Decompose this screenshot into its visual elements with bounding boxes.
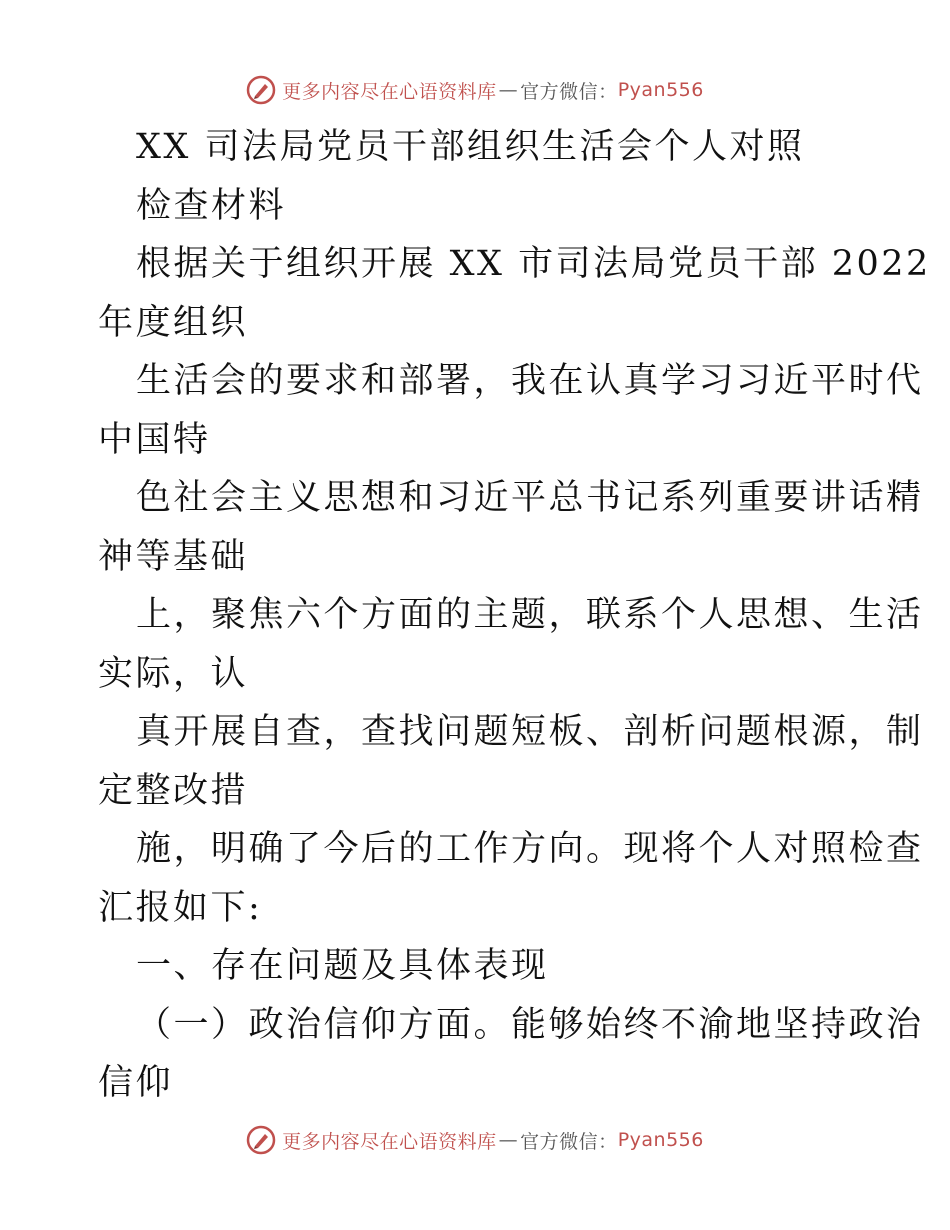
section-heading: 一、存在问题及具体表现 <box>136 946 549 986</box>
paragraph-line: 信仰 <box>98 1063 174 1103</box>
watermark-text: 更多内容尽在心语资料库 <box>282 1130 497 1153</box>
paragraph-line: 根据关于组织开展 XX 市司法局党员干部 2022 <box>136 244 931 284</box>
paragraph-line: 施，明确了今后的工作方向。现将个人对照检查 <box>136 829 924 869</box>
watermark-wechat-id: Pyan556 <box>617 79 704 101</box>
title-line-2: 检查材料 <box>136 185 287 226</box>
paragraph-line: 上，聚焦六个方面的主题，联系个人思想、生活 <box>136 595 924 635</box>
watermark-wechat-label: 官方微信： <box>520 1130 618 1153</box>
watermark-footer <box>0 1120 950 1160</box>
subsection-heading: （一）政治信仰方面。能够始终不渝地坚持政治 <box>136 1004 924 1045</box>
watermark-separator: — <box>498 1129 519 1151</box>
watermark-text: 更多内容尽在心语资料库 <box>282 80 497 103</box>
paragraph-line: 神等基础 <box>98 536 249 577</box>
paragraph-line: 汇报如下: <box>98 887 263 928</box>
paragraph-line: 生活会的要求和部署，我在认真学习习近平时代 <box>136 361 924 401</box>
title-line-1: XX 司法局党员干部组织生活会个人对照 <box>136 127 805 167</box>
watermark-wechat-id: Pyan556 <box>617 1129 704 1151</box>
watermark-wechat-label: 官方微信： <box>520 80 618 103</box>
pen-logo-icon <box>246 75 276 105</box>
pen-logo-icon <box>246 1125 276 1155</box>
paragraph-line: 色社会主义思想和习近平总书记系列重要讲话精 <box>136 478 924 518</box>
paragraph-line: 中国特 <box>98 419 211 460</box>
paragraph-line: 定整改措 <box>98 770 249 811</box>
document-body <box>98 118 931 1113</box>
watermark-separator: — <box>498 79 519 101</box>
paragraph-line: 年度组织 <box>98 302 249 343</box>
watermark-header <box>0 70 950 110</box>
paragraph-line: 实际，认 <box>98 653 249 694</box>
paragraph-line: 真开展自查，查找问题短板、剖析问题根源，制 <box>136 712 924 752</box>
